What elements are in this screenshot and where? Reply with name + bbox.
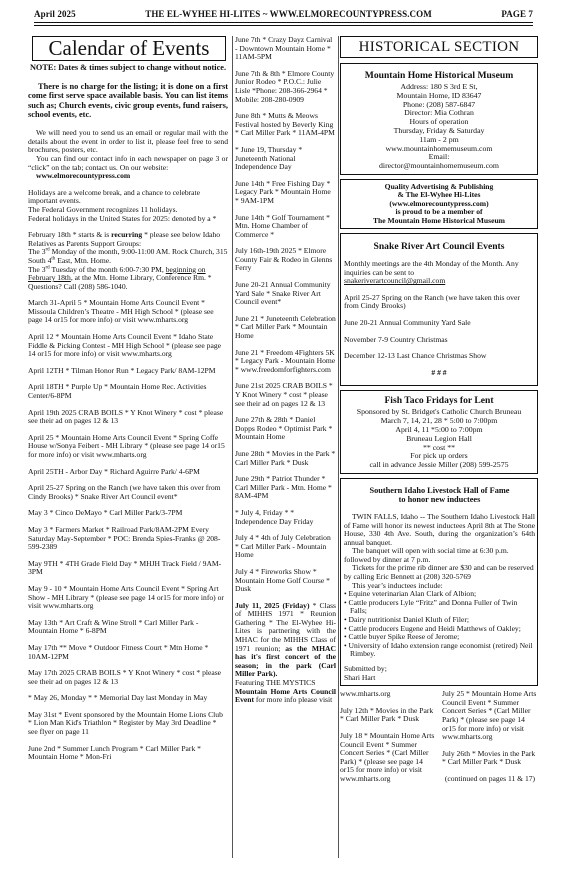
list-item: July 4 * Fireworks Show * Mountain Home Golf Course * Dusk — [235, 566, 330, 594]
historical-section-title: HISTORICAL SECTION — [340, 36, 538, 58]
holiday-note: Federal holidays in the United States for 2025: denoted by a * — [28, 213, 217, 223]
museum-email[interactable]: director@mountainhomemuseum.com — [379, 161, 499, 171]
list-item: July 4 * 4th of July Celebration * Carl Miller Park - Mountain Home — [235, 533, 331, 560]
list-item: * July 4, Friday * * Independence Day Friday — [235, 507, 314, 526]
list-item: April 25TH - Arbor Day * Richard Aguirre Park/ 4-6PM — [28, 466, 200, 476]
list-item: May 17th ** Move * Outdoor Fitness Court * Mtn Home * 10AM-12PM — [28, 642, 209, 661]
srac-title: Snake River Art Council Events — [373, 241, 505, 252]
list-item: June 27th & 28th * Daniel Dopps Rodeo * Optimist Park * Mountain Home — [235, 415, 333, 442]
historical-column — [340, 36, 538, 792]
list-item: April 25-27 Spring on the Ranch (we have taken this over from Cindy Brooks) — [344, 292, 520, 311]
page-header — [34, 6, 533, 22]
list-item: May 31st * Event sponsored by the Mountain Home Lions Club * Lion Man Kid's Triathlon * Register by May 3rd Deadline * see flyer on page 11 — [28, 709, 223, 737]
fish-fry-line: ** cost ** — [422, 442, 456, 452]
inductee-item: • Dairy nutritionist Daniel Kluth of Filer; — [344, 615, 469, 625]
srac-event-list — [344, 294, 534, 361]
list-item: May 13th * Art Craft & Wine Stroll * Carl Miller Park - Mountain Home * 6-8PM — [28, 617, 199, 636]
fish-fry-line: March 7, 14, 21, 28 * 5:00 to 7:00pm — [380, 416, 498, 426]
museum-email-label: Email: — [428, 152, 450, 162]
srac-intro: Monthly meetings are the 4th Monday of the Month. Any inquiries can be sent to — [344, 259, 519, 277]
list-item: July 26th * Movies in the Park * Carl Miller Park * Dusk — [442, 748, 536, 767]
list-item: * June 19, Thursday * Juneteenth National Independence Day — [235, 144, 303, 172]
museum-hours-days: Thursday, Friday & Saturday — [393, 125, 485, 135]
continued-events — [340, 690, 538, 791]
column-divider — [232, 36, 233, 858]
author: Shari Hart — [344, 672, 376, 682]
museum-director: Director: Mia Cothran — [404, 108, 474, 118]
calendar-intro-contact: You can find our contact info in each newspaper on page 3 or “click” on the tab; contact us. On our website: — [28, 153, 228, 172]
list-item: www.mharts.org — [340, 689, 391, 699]
fish-fry-line: Sponsored by St. Bridget's Catholic Church Bruneau — [356, 407, 522, 417]
calendar-column — [28, 36, 228, 770]
inductee-list — [344, 590, 535, 659]
list-item: June 21 * Juneteenth Celebration * Carl Miller Park * Mountain Home — [235, 313, 336, 341]
list-item: June 7th * Crazy Dayz Carnival - Downtown Mountain Home * 11AM-5PM — [235, 35, 333, 62]
fish-fry-line: Bruneau Legion Hall — [406, 433, 472, 443]
list-item: July 25 * Mountain Home Arts Council Event * Summer Concert Series * (Carl Miller Park) * (please see page 14 or15 for more info) or visit www.mharts.org — [442, 689, 537, 742]
article-paragraph: The banquet will open with social time at 6:30 p.m. followed by dinner at 7 p.m. — [344, 546, 509, 564]
museum-hours-time: 11am - 2 pm — [419, 134, 459, 144]
hall-of-fame-subtitle: to honor new inductees — [398, 495, 481, 505]
fish-fry-line: For pick up orders — [410, 451, 468, 461]
list-item: May 17th 2025 CRAB BOILS * Y Knot Winery * cost * please see their ad on pages 12 & 13 — [28, 668, 222, 686]
list-item-support-groups: February 18th * starts & is recurring * please see below Idaho Relatives as Parents Support Groups: The 3rd Monday of the month, 9:00-11:00 AM. Rock Church, 315 South 4th East, Mtn. Home. The 3rd Tuesday of the month 6:00-7:30 PM, beginning on February 18th, at the Mtn. Home Library, Conference Rm. * Questions? Call (208) 586-1040. — [28, 230, 228, 291]
list-item: May 3 * Farmers Market * Railroad Park/8AM-2PM Every Saturday May-September * POC: Brenda Spies-Franks @ 208-599-2389 — [28, 524, 221, 552]
list-item: November 7-9 Country Christmas — [344, 334, 448, 344]
list-item: April 25-27 Spring on the Ranch (we have taken this over from Cindy Brooks) * Snake River Art Council event* — [28, 483, 221, 501]
list-item: June 14th * Free Fishing Day * Legacy Park * Mountain Home * 9AM-1PM — [235, 178, 331, 205]
list-item: April 12TH * Tilman Honor Run * Legacy Park/ 8AM-12PM — [28, 365, 216, 375]
event-list — [235, 36, 336, 594]
museum-box — [340, 63, 538, 175]
end-mark: # # # — [431, 367, 447, 377]
calendar-note: NOTE: Dates & times subject to change without notice. — [29, 63, 227, 72]
museum-hours-label: Hours of operation — [409, 117, 469, 127]
list-item: April 19th 2025 CRAB BOILS * Y Knot Winery * cost * please see their ad on pages 12 & 13 — [28, 407, 224, 426]
list-item: June 14th * Golf Tournament * Mtn. Home Chamber of Commerce * — [235, 212, 330, 239]
submitted-by: Submitted by; — [344, 664, 387, 674]
list-item: June 29th * Patriot Thunder * Carl Miller Park - Mtn. Home * 8AM-4PM — [235, 474, 332, 501]
inductee-item: • Cattle buyer Spike Reese of Jerome; — [344, 632, 460, 642]
museum-address: Address: 180 S 3rd E St, — [400, 82, 478, 91]
list-item: June 28th * Movies in the Park * Carl Miller Park * Dusk — [235, 448, 336, 467]
museum-website[interactable]: www.mountainhomemuseum.com — [385, 143, 493, 153]
list-item: June 21st 2025 CRAB BOILS * Y Knot Winery * cost * please see their ad on pages 12 & 13 — [235, 381, 333, 408]
holiday-note: Holidays are a welcome break, and a chance to celebrate important events. — [28, 187, 201, 206]
article-paragraph: This year’s inductees include: — [352, 580, 443, 590]
membership-box: Quality Advertising & Publishing & The El-Wyhee Hi-Lites (www.elmorecountypress.com) is proud to be a member of The Mountain Home Historical Museum — [340, 179, 538, 229]
list-item: December 12-13 Last Chance Christmas Show — [344, 351, 487, 361]
fish-fry-line: April 4, 11 *5:00 to 7:00pm — [395, 424, 483, 434]
inductee-item: • Equine veterinarian Alan Clark of Albion; — [344, 589, 477, 599]
list-item: June 20-21 Annual Community Yard Sale — [344, 317, 471, 327]
fish-fry-title: Fish Taco Fridays for Lent — [384, 395, 494, 407]
hall-of-fame-title: Southern Idaho Livestock Hall of Fame — [369, 485, 510, 495]
issue-date: April 2025 — [34, 9, 76, 19]
list-item-reunion: July 11, 2025 (Friday) * Class of MIHHS 1971 * Reunion Gathering * The El-Wyhee Hi-Lites is partnering with the MHAC for the MIHHS Class of 1971 reunion; as the MHAC has it's first concert of the season; in the park (Carl Miller Park). Featuring THE MYSTICS Mountain Home Arts Council Event for more info please visit — [235, 600, 336, 705]
list-item: May 3 * Cinco DeMayo * Carl Miller Park/3-7PM — [28, 508, 183, 518]
column-divider — [338, 36, 339, 858]
inductee-item: • Cattle producers Eugene and Heidi Matthews of Oakley; — [344, 623, 521, 633]
srac-box — [340, 233, 538, 386]
website-link[interactable]: www.elmorecountypress.com — [36, 171, 131, 181]
list-item: May 9 - 10 * Mountain Home Arts Council Event * Spring Art Show - MH Library * (please see page 14 or15 for more info) or visit www.mharts.org — [28, 583, 224, 611]
calendar-title: Calendar of Events — [32, 36, 226, 61]
header-rule-thin — [34, 25, 533, 26]
fish-fry-line: call in advance Jessie Miller (208) 599-2575 — [369, 460, 509, 470]
article-paragraph: TWIN FALLS, Idaho -- The Southern Idaho Livestock Hall of Fame will honor its newest inductees April 8th at The Stone House, 330 4th Ave. South, during the organization’s 64th annual banquet. — [344, 511, 535, 547]
article-paragraph: Tickets for the prime rib dinner are $30 and can be reserved by calling Eric Bennett at (208) 320-5769 — [344, 563, 534, 582]
list-item: June 21 * Freedom 4Fighters 5K * Legacy Park - Mountain Home * www.freedomforfighters.com — [235, 347, 336, 374]
list-item: June 2nd * Summer Lunch Program * Carl Miller Park * Mountain Home * Mon-Fri — [28, 743, 201, 762]
list-item: June 20-21 Annual Community Yard Sale * Snake River Art Council event* — [235, 280, 331, 307]
inductee-item: • University of Idaho extension range economist (retired) Neil Rimbey. — [344, 640, 533, 659]
list-item: * May 26, Monday * * Memorial Day last Monday in May — [28, 693, 208, 703]
calendar-column-2 — [235, 36, 336, 705]
list-item: April 25 * Mountain Home Arts Council Event * Spring Coffe House w/Sonya Feibert - MH Library * (please see page 14 or15 for more info) or visit www.mharts.org — [28, 432, 225, 459]
calendar-intro: We will need you to send us an email or regular mail with the details about the event in order to list it, please feel free to send brochures, posters, etc. — [28, 128, 228, 155]
list-item: July 12th * Movies in the Park * Carl Miller Park * Dusk — [340, 705, 434, 724]
srac-email[interactable]: snakeriverartcouncil@gmail.com — [344, 276, 446, 286]
list-item: March 31-April 5 * Mountain Home Arts Council Event * Missoula Children’s Theatre - MH High School * (please see page 14 or15 for more info) or visit www.mharts.org — [28, 298, 214, 325]
continued-note: (continued on pages 11 & 17) — [444, 773, 536, 783]
list-item: June 7th & 8th * Elmore County Junior Rodeo * P.O.C.: Julie Lisle *Phone: 208-366-2964 * Mobile: 208-280-0909 — [235, 68, 335, 104]
list-item: April 12 * Mountain Home Arts Council Event * Idaho State Fiddle & Picking Contest - MH High School * (please see page 14 or15 for more info) or visit www.mharts.org — [28, 332, 221, 359]
list-item: July 18 * Mountain Home Arts Council Event * Summer Concert Series * (Carl Miller Park) * (please see page 14 or15 for more info) or visit www.mharts.org — [340, 730, 435, 783]
masthead: THE EL-WYHEE HI-LITES ~ WWW.ELMORECOUNTYPRESS.COM — [145, 9, 432, 19]
fish-fry-box — [340, 390, 538, 474]
list-item: May 9TH * 4TH Grade Field Day * MHJH Track Field / 9AM-3PM — [28, 558, 222, 577]
holiday-note: The Federal Government recognizes 11 holidays. — [28, 204, 178, 214]
list-item: April 18TH * Purple Up * Mountain Home Rec. Activities Center/6-8PM — [28, 382, 207, 401]
museum-phone: Phone: (208) 587-6847 — [402, 99, 476, 109]
event-list — [28, 299, 228, 762]
list-item: July 16th-19th 2025 * Elmore County Fair & Rodeo in Glenns Ferry — [235, 246, 333, 273]
museum-name: Mountain Home Historical Museum — [364, 70, 514, 81]
museum-address: Mountain Home, ID 83647 — [396, 90, 482, 100]
page-number: PAGE 7 — [501, 9, 533, 19]
hall-of-fame-box — [340, 478, 538, 686]
inductee-item: • Cattle producers Lyle “Fritz” and Donna Fuller of Twin Falls; — [344, 597, 518, 616]
calendar-intro-bold: There is no charge for the listing; it is done on a first come first serve space available basis. You can list items such as; Church events, civic group events, fund raisers, school events, etc. — [28, 82, 228, 119]
list-item: June 8th * Mutts & Meows Festival hosted by Beverly King * Carl Miller Park * 11AM-4PM — [235, 111, 335, 138]
header-rule — [34, 22, 533, 23]
